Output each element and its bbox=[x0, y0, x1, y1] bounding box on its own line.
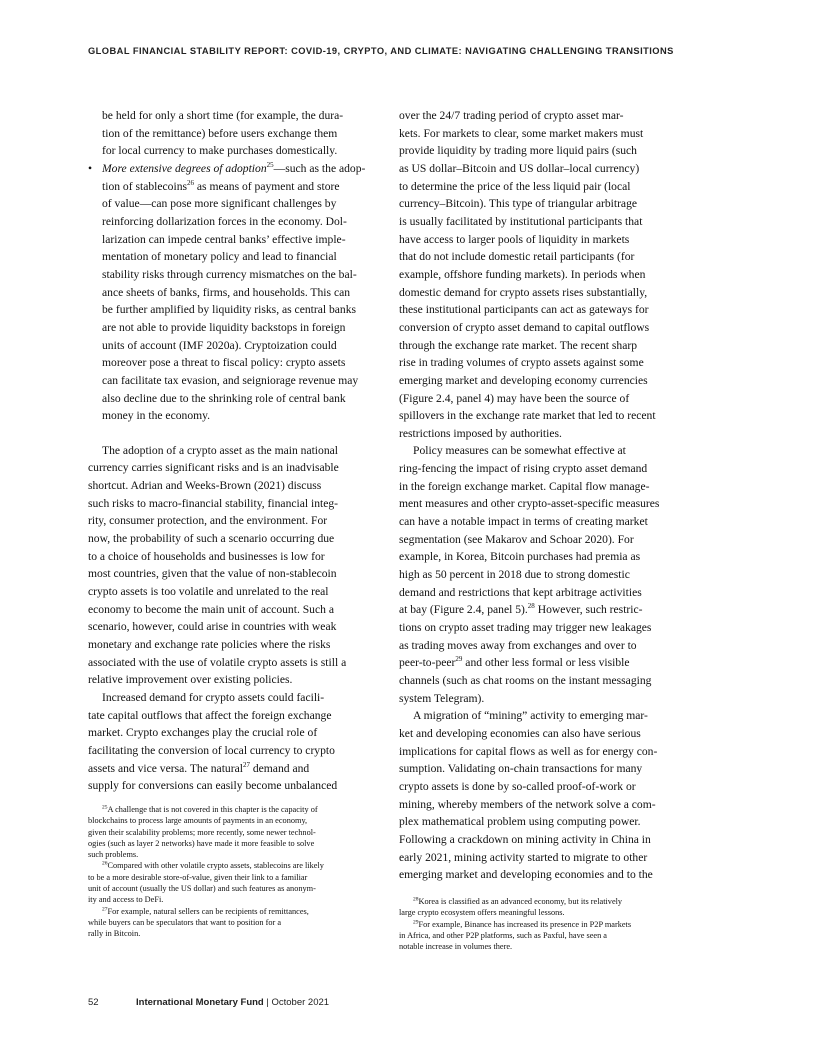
text-line: to a choice of households and businesses is low for bbox=[88, 549, 325, 563]
text-line: as trading moves away from exchanges and over to bbox=[399, 638, 637, 652]
footnote-number: 29 bbox=[413, 919, 419, 926]
text-line: reinforcing dollarization forces in the economy. Dol- bbox=[102, 214, 347, 228]
text-line: high as 50 percent in 2018 due to strong domestic bbox=[399, 568, 630, 582]
text-line: (Figure 2.4, panel 4) may have been the source of bbox=[399, 391, 630, 405]
footnote bbox=[399, 896, 691, 919]
running-head: GLOBAL FINANCIAL STABILITY REPORT: COVID-19, CRYPTO, AND CLIMATE: NAVIGATING CHALLENGING TRANSITIONS bbox=[88, 46, 674, 56]
paragraph bbox=[399, 107, 689, 442]
text-line: tions on crypto asset trading may trigger new leakages bbox=[399, 621, 652, 635]
footnote-ref[interactable]: 25 bbox=[266, 160, 274, 169]
text-line: notable increase in volumes there. bbox=[399, 942, 513, 952]
text-line: ogies (such as layer 2 networks) have made it more feasible to solve bbox=[88, 838, 315, 848]
paragraph bbox=[88, 442, 374, 689]
text-line: mining, whereby members of the network solve a com- bbox=[399, 797, 656, 811]
page-footer bbox=[88, 997, 329, 1008]
text-line: spillovers in the exchange rate market that led to recent bbox=[399, 409, 656, 423]
footnotes-right bbox=[399, 896, 691, 952]
text-line: ance sheets of banks, firms, and households. This can bbox=[102, 285, 351, 299]
text-line: now, the probability of such a scenario occurring due bbox=[88, 532, 335, 546]
left-column bbox=[88, 107, 374, 795]
text-line: ket and developing economies can also have serious bbox=[399, 726, 641, 740]
text-line: of value—can pose more significant challenges by bbox=[102, 197, 337, 211]
text-line: through the exchange rate market. The recent sharp bbox=[399, 338, 637, 352]
text-line: $^{26}$Compared with other volatile crypto assets, stablecoins are likely bbox=[102, 860, 324, 871]
text-line: tion of stablecoins$^{26}$ as means of payment and store bbox=[102, 178, 340, 193]
text-line: currency–Bitcoin). This type of triangular arbitrage bbox=[399, 197, 638, 211]
text-line: can have a notable impact in terms of creating market bbox=[399, 515, 648, 529]
text-line: moreover pose a threat to fiscal policy: crypto assets bbox=[102, 356, 346, 370]
footnote bbox=[88, 906, 376, 940]
text-line: these institutional participants can act as gateways for bbox=[399, 303, 649, 317]
text-line: ment measures and other crypto-asset-specific measures bbox=[399, 497, 660, 511]
text-line: is usually facilitated by institutional participants that bbox=[399, 214, 643, 228]
text-line: be further amplified by liquidity risks, as central banks bbox=[102, 303, 357, 317]
text-line: to determine the price of the less liquid pair (local bbox=[399, 179, 631, 193]
text-line: segmentation (see Makarov and Schoar 2020). For bbox=[399, 532, 634, 546]
text-line: ring-fencing the impact of rising crypto asset demand bbox=[399, 462, 648, 476]
text-line: currency carries significant risks and is an inadvisable bbox=[88, 461, 339, 475]
text-line: domestic demand for crypto assets rises substantially, bbox=[399, 285, 648, 299]
text-line: money in the economy. bbox=[102, 409, 211, 423]
text-line: $^{29}$For example, Binance has increased its presence in P2P markets bbox=[413, 919, 632, 929]
text-line: unit of account (usually the US dollar) and such features as anonym- bbox=[88, 884, 316, 894]
text-line: larization can impede central banks’ effective imple- bbox=[102, 232, 346, 246]
text-line: given their scalability problems; more recently, some newer technol- bbox=[88, 827, 316, 837]
paragraph bbox=[399, 442, 689, 707]
text-line: peer-to-peer$^{29}$ and other less formal or less visible bbox=[399, 655, 630, 670]
text-line: demand and restrictions that kept arbitrage activities bbox=[399, 585, 642, 599]
text-line: over the 24/7 trading period of crypto asset mar- bbox=[399, 109, 624, 122]
text-line: market. Crypto exchanges play the crucial role of bbox=[88, 726, 318, 740]
text-line: channels (such as chat rooms on the instant messaging bbox=[399, 674, 652, 687]
text-line: example, offshore funding markets). In periods when bbox=[399, 267, 646, 281]
text-line: in Africa, and other P2P platforms, such as Paxful, have seen a bbox=[399, 930, 607, 940]
text-line: rally in Bitcoin. bbox=[88, 929, 141, 939]
footnote bbox=[88, 804, 376, 860]
footnote-ref[interactable]: 27 bbox=[242, 760, 250, 769]
text-line: units of account (IMF 2020a). Cryptoization could bbox=[102, 338, 337, 352]
text-line: kets. For markets to clear, some market makers must bbox=[399, 126, 644, 140]
continued-paragraph bbox=[88, 107, 374, 160]
text-line: as US dollar–Bitcoin and US dollar–local currency) bbox=[399, 161, 640, 175]
text-line: also decline due to the shrinking role of central bank bbox=[102, 391, 346, 405]
text-line: can facilitate tax evasion, and seigniorage revenue may bbox=[102, 373, 359, 387]
text-line: Increased demand for crypto assets could facili- bbox=[102, 691, 325, 704]
text-line: restrictions imposed by authorities. bbox=[399, 426, 562, 440]
text-line: tion of the remittance) before users exchange them bbox=[102, 126, 338, 140]
text-line: Following a crackdown on mining activity in China in bbox=[399, 832, 651, 846]
text-line: emerging market and developing economy currencies bbox=[399, 373, 648, 387]
text-line: $^{28}$Korea is classified as an advanced economy, but its relatively bbox=[413, 896, 623, 906]
text-line: provide liquidity by trading more liquid pairs (such bbox=[399, 144, 637, 158]
text-line: associated with the use of volatile crypto assets is still a bbox=[88, 655, 347, 669]
text-line: while buyers can be speculators that want to position for a bbox=[88, 917, 282, 927]
text-line: More extensive degrees of adoption$^{25}$—such as the adop- bbox=[102, 160, 366, 175]
footnote-ref[interactable]: 29 bbox=[455, 655, 463, 664]
text-line: shortcut. Adrian and Weeks-Brown (2021) discuss bbox=[88, 479, 322, 493]
text-line: ity and access to DeFi. bbox=[88, 895, 164, 905]
text-line: such problems. bbox=[88, 850, 139, 860]
text-line: facilitating the conversion of local currency to crypto bbox=[88, 743, 335, 757]
footnote-number: 28 bbox=[413, 896, 419, 903]
text-line: $^{27}$For example, natural sellers can be recipients of remittances, bbox=[102, 906, 309, 916]
bullet-item bbox=[88, 160, 374, 425]
text-line: scenario, however, could arise in countries with weak bbox=[88, 620, 337, 634]
text-line: $^{25}$A challenge that is not covered in this chapter is the capacity of bbox=[102, 804, 318, 814]
text-line: The adoption of a crypto asset as the main national bbox=[102, 443, 338, 457]
footnote-number: 27 bbox=[102, 906, 108, 913]
text-line: for local currency to make purchases domestically. bbox=[102, 144, 338, 158]
text-line: example, in Korea, Bitcoin purchases had premia as bbox=[399, 550, 641, 564]
text-line: rise in trading volumes of crypto assets against some bbox=[399, 356, 644, 370]
text-line: have access to larger pools of liquidity in markets bbox=[399, 232, 630, 246]
text-line: Policy measures can be somewhat effective at bbox=[413, 444, 626, 458]
text-line: early 2021, mining activity started to migrate to other bbox=[399, 850, 648, 864]
page-number: 52 bbox=[88, 997, 99, 1008]
right-column bbox=[399, 107, 689, 884]
text-line: assets and vice versa. The natural$^{27}$ demand and bbox=[88, 760, 310, 775]
footnote-number: 25 bbox=[102, 804, 108, 811]
footnote bbox=[88, 860, 376, 905]
publication-date: October 2021 bbox=[271, 997, 330, 1008]
text-line: large crypto ecosystem offers meaningful lessons. bbox=[399, 908, 565, 918]
text-line: blockchains to process large amounts of payments in an economy, bbox=[88, 816, 308, 826]
footnote-number: 26 bbox=[102, 860, 108, 867]
text-line: be held for only a short time (for example, the dura- bbox=[102, 109, 344, 122]
footnote-ref[interactable]: 28 bbox=[527, 602, 535, 611]
footnotes-left bbox=[88, 804, 376, 940]
text-line: relative improvement over existing policies. bbox=[88, 673, 293, 687]
text-line: such risks to macro-financial stability, financial integ- bbox=[88, 496, 339, 510]
text-line: that do not include domestic retail participants (for bbox=[399, 250, 635, 264]
text-line: rity, consumer protection, and the environment. For bbox=[88, 514, 328, 528]
text-line: economy to become the main unit of account. Such a bbox=[88, 602, 334, 616]
text-line: monetary and exchange rate policies where the risks bbox=[88, 638, 331, 652]
text-line: emerging market and developing economies and to the bbox=[399, 868, 653, 882]
text-line: conversion of crypto asset demand to capital outflows bbox=[399, 320, 650, 334]
text-line: at bay (Figure 2.4, panel 5).$^{28}$ However, such restric- bbox=[399, 602, 643, 617]
footnote bbox=[399, 919, 691, 953]
footnote-ref[interactable]: 26 bbox=[187, 178, 195, 187]
paragraph bbox=[399, 707, 689, 884]
text-line: most countries, given that the value of non-stablecoin bbox=[88, 567, 337, 581]
footer-separator: | bbox=[263, 997, 272, 1008]
text-line: implications for capital flows as well as for energy con- bbox=[399, 744, 658, 758]
paragraph-gap bbox=[88, 425, 374, 442]
publisher-name: International Monetary Fund bbox=[136, 997, 264, 1008]
bullet-marker: • bbox=[88, 161, 93, 175]
text-line: supply for conversions can easily become unbalanced bbox=[88, 779, 338, 793]
text-line: A migration of “mining” activity to emerging mar- bbox=[413, 709, 648, 723]
text-line: mentation of monetary policy and lead to financial bbox=[102, 250, 337, 264]
text-line: plex mathematical problem using computing power. bbox=[399, 815, 641, 829]
text-line: to be a more desirable store-of-value, given their link to a familiar bbox=[88, 872, 308, 882]
text-line: sumption. Validating on-chain transactions for many bbox=[399, 762, 643, 776]
bullet-heading: More extensive degrees of adoption bbox=[102, 161, 267, 175]
paragraph bbox=[88, 689, 374, 795]
text-line: crypto assets is done by so-called proof-of-work or bbox=[399, 779, 636, 793]
text-line: system Telegram). bbox=[399, 691, 485, 705]
text-line: crypto assets is too volatile and unrelated to the real bbox=[88, 585, 329, 599]
text-line: tate capital outflows that affect the foreign exchange bbox=[88, 708, 332, 722]
text-line: stability risks through currency mismatches on the bal- bbox=[102, 267, 357, 281]
text-line: are not able to provide liquidity backstops in foreign bbox=[102, 320, 346, 334]
text-line: in the foreign exchange market. Capital flow manage- bbox=[399, 479, 650, 493]
